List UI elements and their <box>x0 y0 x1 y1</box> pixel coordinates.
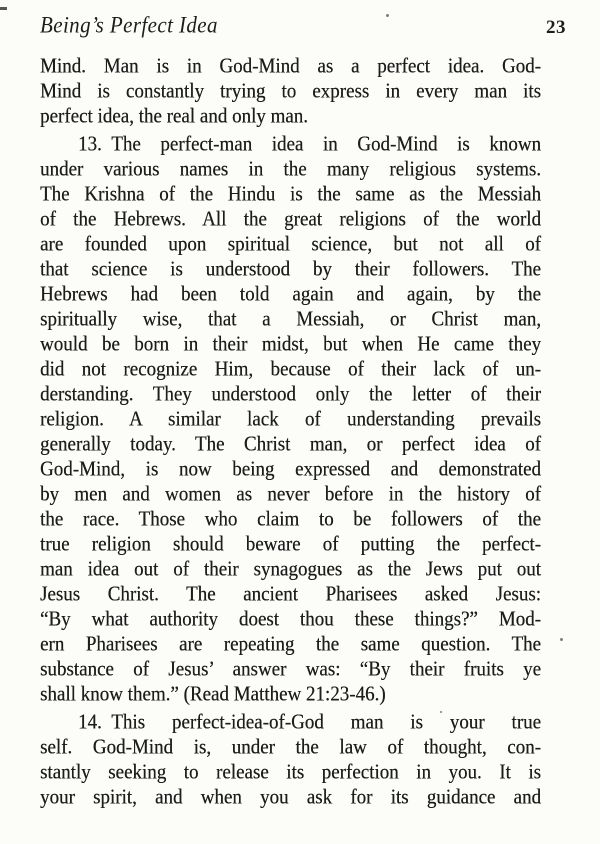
text-line: the race. Those who claim to be followers of the <box>40 507 541 532</box>
page-number: 23 <box>546 17 566 38</box>
text-line: your spirit, and when you ask for its guidance and <box>40 785 541 810</box>
scan-edge-artifact <box>0 7 7 10</box>
text-line: 13. The perfect-man idea in God-Mind is known <box>78 132 541 157</box>
text-line: “By what authority doest thou these things?” Mod- <box>40 607 541 632</box>
text-line: God-Mind, is now being expressed and demonstrated <box>40 457 541 482</box>
text-line: ern Pharisees are repeating the same question. The <box>40 632 541 657</box>
text-line: substance of Jesus’ answer was: “By their fruits ye <box>40 657 541 682</box>
running-header-title: Being’s Perfect Idea <box>40 11 218 38</box>
running-header <box>40 11 566 39</box>
text-line: 14. This perfect-idea-of-God man is your true <box>78 710 541 735</box>
text-line: Mind. Man is in God-Mind as a perfect idea. God- <box>40 54 541 79</box>
text-line: stantly seeking to release its perfection in you. It is <box>40 760 541 785</box>
text-line: of the Hebrews. All the great religions of the world <box>40 207 541 232</box>
text-line: shall know them.” (Read Matthew 21:23-46.) <box>40 682 386 707</box>
text-line: The Krishna of the Hindu is the same as the Messiah <box>40 182 541 207</box>
text-line: true religion should beware of putting the perfect- <box>40 532 541 557</box>
text-line: under various names in the many religious systems. <box>40 157 541 182</box>
text-line: Hebrews had been told again and again, by the <box>40 282 541 307</box>
text-line: by men and women as never before in the history of <box>40 482 541 507</box>
scan-speck <box>560 638 563 641</box>
text-line: perfect idea, the real and only man. <box>40 104 308 129</box>
text-line: generally today. The Christ man, or perfect idea of <box>40 432 541 457</box>
text-line: that science is understood by their followers. The <box>40 257 541 282</box>
text-line: would be born in their midst, but when He came they <box>40 332 541 357</box>
text-line: derstanding. They understood only the letter of their <box>40 382 541 407</box>
text-line: Mind is constantly trying to express in every man its <box>40 79 541 104</box>
text-line: religion. A similar lack of understanding prevails <box>40 407 541 432</box>
text-block <box>40 54 541 810</box>
text-line: self. God-Mind is, under the law of thought, con- <box>40 735 541 760</box>
text-line: Jesus Christ. The ancient Pharisees asked Jesus: <box>40 582 541 607</box>
text-line: spiritually wise, that a Messiah, or Christ man, <box>40 307 541 332</box>
text-line: did not recognize Him, because of their lack of un- <box>40 357 541 382</box>
text-line: man idea out of their synagogues as the Jews put out <box>40 557 541 582</box>
text-line: are founded upon spiritual science, but not all of <box>40 232 541 257</box>
